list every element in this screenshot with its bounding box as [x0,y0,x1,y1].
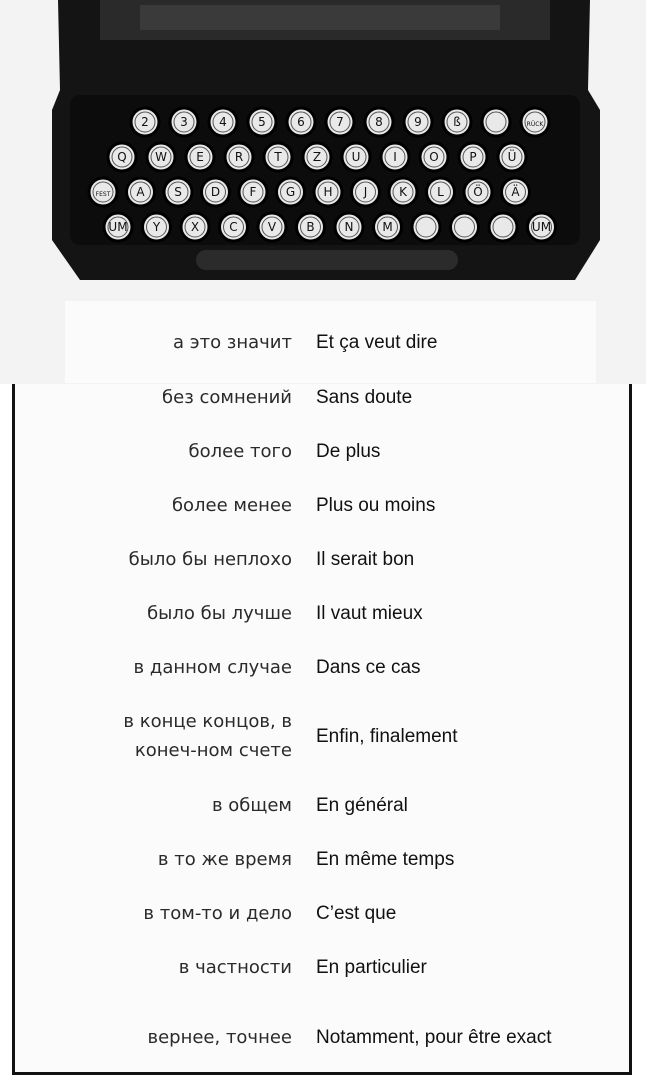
typewriter-key-label: M [382,220,393,234]
typewriter-key-label: Ä [511,185,520,199]
typewriter-key-label: J [363,185,368,199]
typewriter-key-label: D [210,185,221,199]
typewriter-key-label: 9 [414,115,422,129]
russian-phrase: в данном случае [133,656,292,678]
table-row [30,994,590,1080]
typewriter-key-label: FEST [95,191,111,198]
russian-phrase: более того [188,440,292,462]
typewriter-key-label: L [437,185,444,199]
typewriter-key-label: Ö [473,185,483,199]
table-row [30,778,590,832]
table-row [30,832,590,886]
table-row [30,694,590,778]
typewriter-key-label: UM [531,220,552,234]
french-phrase: En même temps [316,848,455,870]
table-row [30,586,590,640]
french-phrase: Dans ce cas [316,656,421,678]
russian-phrase: более менее [171,494,292,516]
typewriter-key-label: O [429,150,439,164]
typewriter-key-label: K [399,185,407,199]
typewriter-key-label: 4 [219,115,227,129]
table-row [30,532,590,586]
typewriter-key-label: W [155,150,167,164]
table-row [30,478,590,532]
typewriter-key-label: N [344,220,354,234]
french-phrase: Plus ou moins [316,494,436,516]
phrase-table [30,314,590,1080]
french-phrase: Et ça veut dire [316,331,438,353]
typewriter-key-label: 5 [258,115,266,129]
russian-phrase: вернее, точнее [147,1026,292,1048]
french-phrase: De plus [316,440,381,462]
typewriter-key-label: Z [312,150,322,164]
typewriter-key-label: S [174,185,182,199]
typewriter-key-label: E [196,150,204,164]
russian-phrase: было бы лучше [147,602,292,624]
typewriter-key-label: H [323,185,333,199]
typewriter-key-label: 6 [297,115,305,129]
russian-phrase: в том-то и дело [143,902,292,924]
french-phrase: C’est que [316,902,397,924]
typewriter-key-label: 7 [336,115,344,129]
french-phrase: Notamment, pour être exact [316,1026,552,1048]
typewriter-key-label: Q [117,150,127,164]
russian-phrase: в частности [178,956,292,978]
typewriter-key-label: Ü [507,150,517,164]
table-row [30,370,590,424]
table-row [30,940,590,994]
typewriter-key-label: X [190,220,200,234]
typewriter-key-label: U [351,150,361,164]
typewriter-key-label: UM [108,220,128,234]
typewriter-key-label: 8 [375,115,383,129]
table-row [30,424,590,478]
typewriter-key-label: F [249,185,257,199]
typewriter-key-label: G [285,185,296,199]
russian-phrase: в конце концов, в конеч-ном счете [123,711,292,761]
russian-phrase: в общем [211,794,292,816]
typewriter-key-label: V [267,220,277,234]
typewriter-key-label: ß [453,115,461,129]
typewriter-key-label: 2 [141,115,149,129]
french-phrase: En général [316,794,408,816]
table-row [30,640,590,694]
typewriter-key-label: B [306,220,315,234]
typewriter-key-label: A [136,185,145,199]
french-phrase: Enfin, finalement [316,725,458,747]
typewriter-key-label: RÜCK [526,121,544,128]
table-row [30,314,590,370]
typewriter-key-label: C [229,220,238,234]
typewriter-key-label: 3 [180,115,188,129]
russian-phrase: без сомнений [162,386,292,408]
russian-phrase: в то же время [157,848,292,870]
typewriter-key-label: P [469,150,477,164]
table-row [30,886,590,940]
french-phrase: En particulier [316,956,427,978]
russian-phrase: а это значит [172,331,292,353]
typewriter-key-label: R [234,150,244,164]
typewriter-key-label: I [393,150,397,164]
french-phrase: Il serait bon [316,548,415,570]
typewriter-key-label: Y [152,220,161,234]
russian-phrase: было бы неплохо [128,548,292,570]
french-phrase: Sans doute [316,386,413,408]
typewriter-key-label: T [274,150,282,164]
french-phrase: Il vaut mieux [316,602,423,624]
